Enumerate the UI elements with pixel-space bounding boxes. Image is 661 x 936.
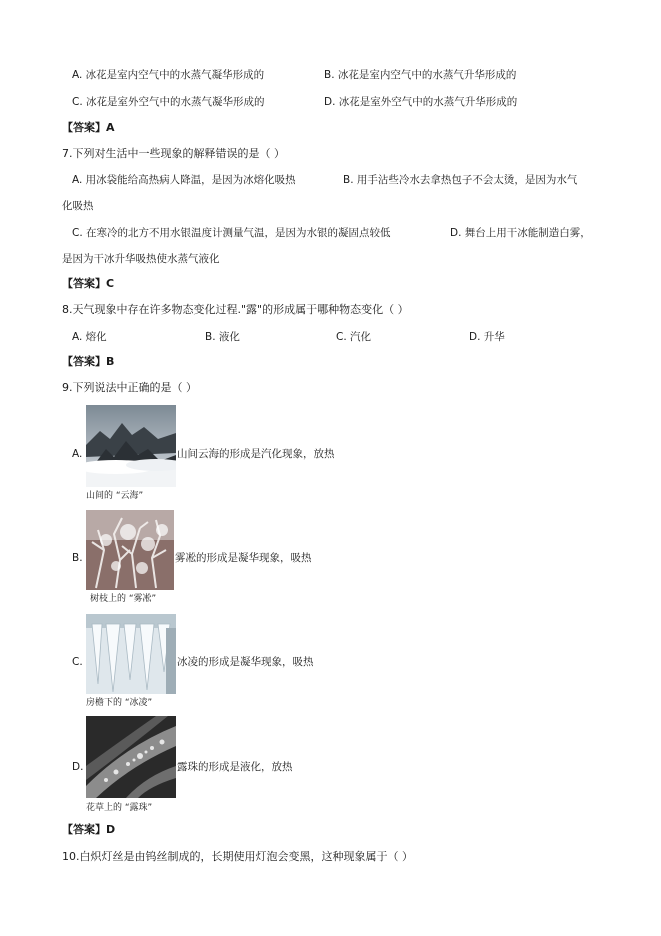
q7-option-c: C. 在寒冷的北方不用水银温度计测量气温，是因为水银的凝固点较低 [72,227,391,239]
q9-option-c-letter: C. [72,656,83,668]
q7-stem: 7.下列对生活中一些现象的解释错误的是（ ） [62,147,285,160]
q6-answer: 【答案】A [62,121,115,134]
q9-option-c-text: 冰凌的形成是凝华现象，吸热 [177,656,314,668]
q9-option-d-caption: 花草上的 “露珠” [86,803,153,813]
dew-drops-photo [86,716,176,798]
q9-option-a-text: 山间云海的形成是汽化现象，放热 [177,448,335,460]
q7-option-b-line1: B. 用手沾些冷水去拿热包子不会太烫，是因为水气 [343,174,578,186]
cloud-sea-photo [86,405,176,487]
q8-option-b: B. 液化 [205,331,240,343]
icicles-photo [86,614,176,694]
q9-option-c-caption: 房檐下的 “冰凌” [86,698,153,708]
q9-option-b-caption: 树枝上的 “雾凇” [90,594,157,604]
q9-option-a-caption: 山间的 “云海” [86,491,144,501]
q6-option-c: C. 冰花是室外空气中的水蒸气凝华形成的 [72,96,265,108]
q7-option-d-line1: D. 舞台上用干冰能制造白雾， [450,227,591,239]
q7-answer: 【答案】C [62,277,115,290]
q9-option-b-letter: B. [72,552,83,564]
q7-option-b-line2: 化吸热 [62,200,94,212]
q8-answer: 【答案】B [62,355,115,368]
q9-stem: 9.下列说法中正确的是（ ） [62,381,197,394]
q9-option-b-text: 雾凇的形成是凝华现象，吸热 [175,552,312,564]
q6-option-a: A. 冰花是室内空气中的水蒸气凝华形成的 [72,69,265,81]
q9-answer: 【答案】D [62,823,116,836]
rime-photo [86,510,174,590]
q8-stem: 8.天气现象中存在许多物态变化过程."露"的形成属于哪种物态变化（ ） [62,303,409,316]
q7-option-a: A. 用冰袋能给高热病人降温，是因为冰熔化吸热 [72,174,296,186]
q6-option-d: D. 冰花是室外空气中的水蒸气升华形成的 [324,96,518,108]
q10-stem: 10.白炽灯丝是由钨丝制成的，长期使用灯泡会变黑，这种现象属于（ ） [62,850,413,863]
q8-option-d: D. 升华 [469,331,505,343]
q9-option-d-letter: D. [72,761,84,773]
q9-option-a-letter: A. [72,448,83,460]
q8-option-a: A. 熔化 [72,331,107,343]
q8-option-c: C. 汽化 [336,331,372,343]
q7-option-d-line2: 是因为干冰升华吸热使水蒸气液化 [62,253,220,265]
q9-option-d-text: 露珠的形成是液化，放热 [177,761,293,773]
q6-option-b: B. 冰花是室内空气中的水蒸气升华形成的 [324,69,517,81]
